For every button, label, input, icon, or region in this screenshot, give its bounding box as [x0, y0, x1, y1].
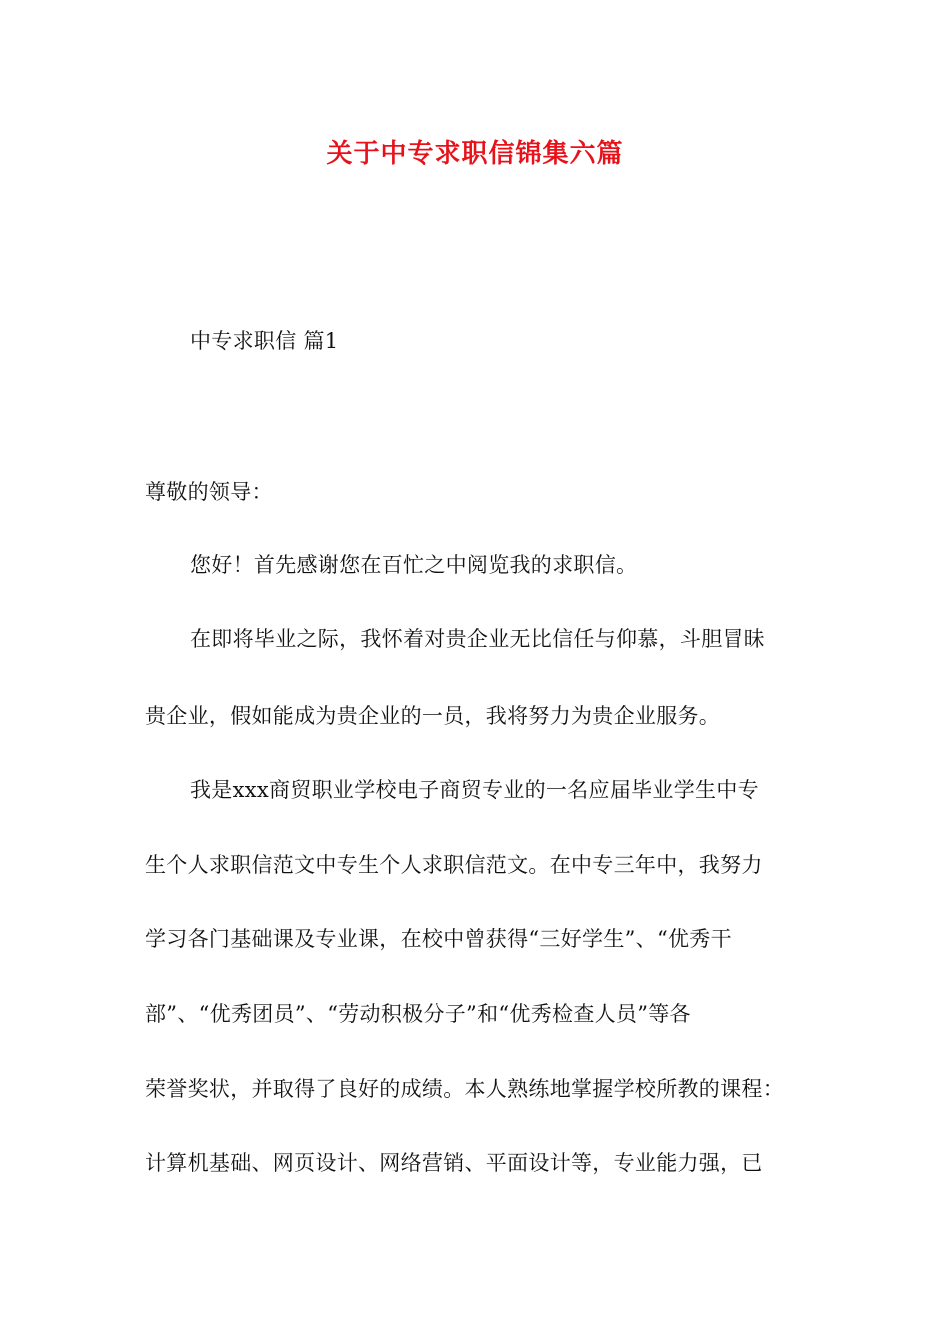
- section-heading: 中专求职信 篇1: [190, 329, 339, 353]
- paragraph-line: 我是xxx商贸职业学校电子商贸专业的一名应届毕业学生中专: [190, 778, 759, 802]
- paragraph-line: 您好！首先感谢您在百忙之中阅览我的求职信。: [190, 553, 638, 577]
- salutation: 尊敬的领导：: [145, 480, 273, 504]
- paragraph-line: 学习各门基础课及专业课，在校中曾获得“三好学生”、“优秀干: [145, 927, 732, 951]
- paragraph-line: 计算机基础、网页设计、网络营销、平面设计等，专业能力强，已: [145, 1151, 763, 1175]
- paragraph-line: 生个人求职信范文中专生个人求职信范文。在中专三年中，我努力: [145, 853, 763, 877]
- paragraph-line: 部”、“优秀团员”、“劳动积极分子”和“优秀检查人员”等各: [145, 1002, 691, 1026]
- paragraph-line: 荣誉奖状，并取得了良好的成绩。本人熟练地掌握学校所教的课程：: [145, 1077, 784, 1101]
- paragraph-line: 贵企业，假如能成为贵企业的一员，我将努力为贵企业服务。: [145, 704, 721, 728]
- paragraph-line: 在即将毕业之际，我怀着对贵企业无比信任与仰慕，斗胆冒昧: [190, 627, 766, 651]
- document-title: 关于中专求职信锦集六篇: [326, 139, 624, 169]
